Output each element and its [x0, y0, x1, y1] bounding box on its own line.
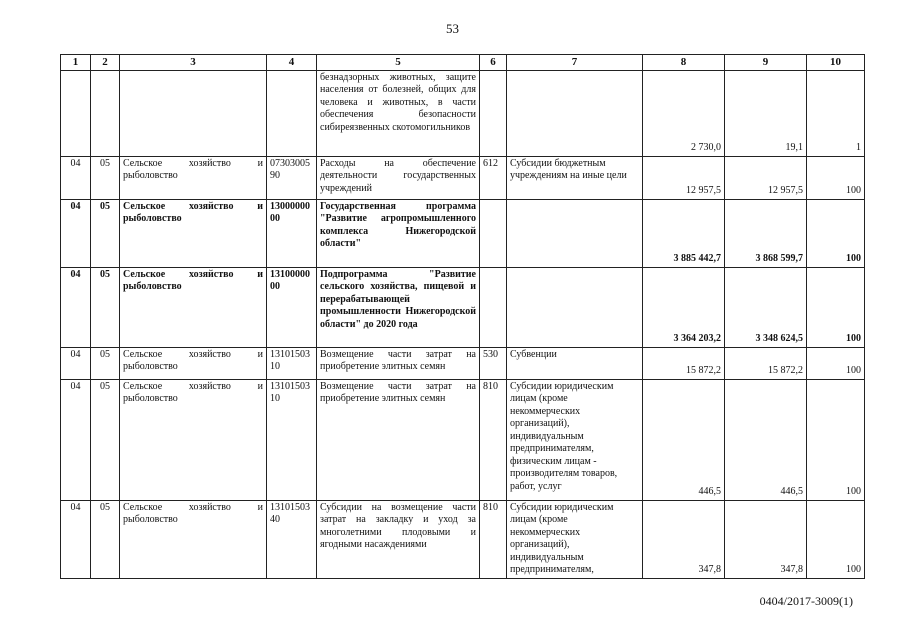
target-article-cell: 1310150340	[267, 500, 317, 578]
expense-type-cell: 810	[480, 379, 507, 500]
target-article-cell: 1310150310	[267, 379, 317, 500]
table-row	[61, 70, 865, 156]
planned-amount-cell: 347,8	[643, 500, 725, 578]
target-article-cell	[267, 70, 317, 156]
executed-amount-cell: 3 868 599,7	[725, 199, 807, 267]
column-header-8: 8	[643, 55, 725, 71]
page-number: 53	[446, 21, 459, 36]
section-name-cell: Сельское хозяйство и рыболовство	[120, 267, 267, 347]
subsection-code-cell: 05	[91, 347, 120, 379]
column-header-10: 10	[807, 55, 865, 71]
expense-type-cell	[480, 70, 507, 156]
section-code-cell	[61, 70, 91, 156]
expense-type-cell: 530	[480, 347, 507, 379]
section-code-cell: 04	[61, 156, 91, 199]
table-row	[61, 379, 865, 500]
executed-amount-cell: 3 348 624,5	[725, 267, 807, 347]
column-header-4: 4	[267, 55, 317, 71]
expense-type-name-cell	[507, 70, 643, 156]
subsection-code-cell: 05	[91, 156, 120, 199]
expense-type-name-cell: Субсидии юридическим лицам (кроме некоммерческих организаций), индивидуальным предпринимателям,	[507, 500, 643, 578]
planned-amount-cell: 12 957,5	[643, 156, 725, 199]
subsection-code-cell: 05	[91, 267, 120, 347]
section-name-cell	[120, 70, 267, 156]
expense-type-cell	[480, 267, 507, 347]
target-article-cell: 1300000000	[267, 199, 317, 267]
section-code-cell: 04	[61, 199, 91, 267]
table-row	[61, 156, 865, 199]
percent-cell: 100	[807, 199, 865, 267]
column-header-2: 2	[91, 55, 120, 71]
percent-cell: 100	[807, 347, 865, 379]
planned-amount-cell: 446,5	[643, 379, 725, 500]
expense-name-cell: безнадзорных животных, защите населения от болезней, общих для человека и животных, в части обеспечения безопасности сибиреязвенных скотомогильников	[317, 70, 480, 156]
table-row	[61, 500, 865, 578]
executed-amount-cell: 12 957,5	[725, 156, 807, 199]
executed-amount-cell: 19,1	[725, 70, 807, 156]
executed-amount-cell: 347,8	[725, 500, 807, 578]
column-header-3: 3	[120, 55, 267, 71]
expense-name-cell: Подпрограмма "Развитие сельского хозяйства, пищевой и перерабатывающей промышленности Нижегородской области" до 2020 года	[317, 267, 480, 347]
expense-type-cell: 612	[480, 156, 507, 199]
section-code-cell: 04	[61, 347, 91, 379]
table-row	[61, 267, 865, 347]
expense-name-cell: Возмещение части затрат на приобретение элитных семян	[317, 347, 480, 379]
expense-type-cell	[480, 199, 507, 267]
planned-amount-cell: 3 364 203,2	[643, 267, 725, 347]
target-article-cell: 1310150310	[267, 347, 317, 379]
section-name-cell: Сельское хозяйство и рыболовство	[120, 347, 267, 379]
expense-name-cell: Расходы на обеспечение деятельности государственных учреждений	[317, 156, 480, 199]
section-code-cell: 04	[61, 267, 91, 347]
table-header-row	[61, 55, 865, 71]
column-header-5: 5	[317, 55, 480, 71]
section-name-cell: Сельское хозяйство и рыболовство	[120, 156, 267, 199]
expense-type-name-cell	[507, 267, 643, 347]
table-row	[61, 347, 865, 379]
percent-cell: 100	[807, 267, 865, 347]
expense-name-cell: Возмещение части затрат на приобретение элитных семян	[317, 379, 480, 500]
planned-amount-cell: 2 730,0	[643, 70, 725, 156]
expense-type-cell: 810	[480, 500, 507, 578]
planned-amount-cell: 3 885 442,7	[643, 199, 725, 267]
column-header-9: 9	[725, 55, 807, 71]
expense-type-name-cell: Субсидии юридическим лицам (кроме некоммерческих организаций), индивидуальным предпринимателям, физическим лицам - производителям товаров, работ, услуг	[507, 379, 643, 500]
percent-cell: 100	[807, 379, 865, 500]
target-article-cell: 1310000000	[267, 267, 317, 347]
planned-amount-cell: 15 872,2	[643, 347, 725, 379]
column-header-6: 6	[480, 55, 507, 71]
percent-cell: 100	[807, 500, 865, 578]
section-code-cell: 04	[61, 500, 91, 578]
target-article-cell: 0730300590	[267, 156, 317, 199]
column-header-1: 1	[61, 55, 91, 71]
expense-name-cell: Государственная программа "Развитие агропромышленного комплекса Нижегородской области"	[317, 199, 480, 267]
table-row	[61, 199, 865, 267]
column-header-7: 7	[507, 55, 643, 71]
executed-amount-cell: 15 872,2	[725, 347, 807, 379]
percent-cell: 100	[807, 156, 865, 199]
expense-type-name-cell: Субсидии бюджетным учреждениям на иные цели	[507, 156, 643, 199]
section-name-cell: Сельское хозяйство и рыболовство	[120, 199, 267, 267]
section-name-cell: Сельское хозяйство и рыболовство	[120, 500, 267, 578]
executed-amount-cell: 446,5	[725, 379, 807, 500]
section-name-cell: Сельское хозяйство и рыболовство	[120, 379, 267, 500]
expense-name-cell: Субсидии на возмещение части затрат на закладку и уход за многолетними плодовыми и ягодными насаждениями	[317, 500, 480, 578]
document-code: 0404/2017-3009(1)	[759, 594, 853, 608]
expense-type-name-cell: Субвенции	[507, 347, 643, 379]
section-code-cell: 04	[61, 379, 91, 500]
subsection-code-cell: 05	[91, 500, 120, 578]
subsection-code-cell: 05	[91, 199, 120, 267]
budget-table	[60, 54, 865, 579]
subsection-code-cell: 05	[91, 379, 120, 500]
expense-type-name-cell	[507, 199, 643, 267]
subsection-code-cell	[91, 70, 120, 156]
percent-cell: 1	[807, 70, 865, 156]
